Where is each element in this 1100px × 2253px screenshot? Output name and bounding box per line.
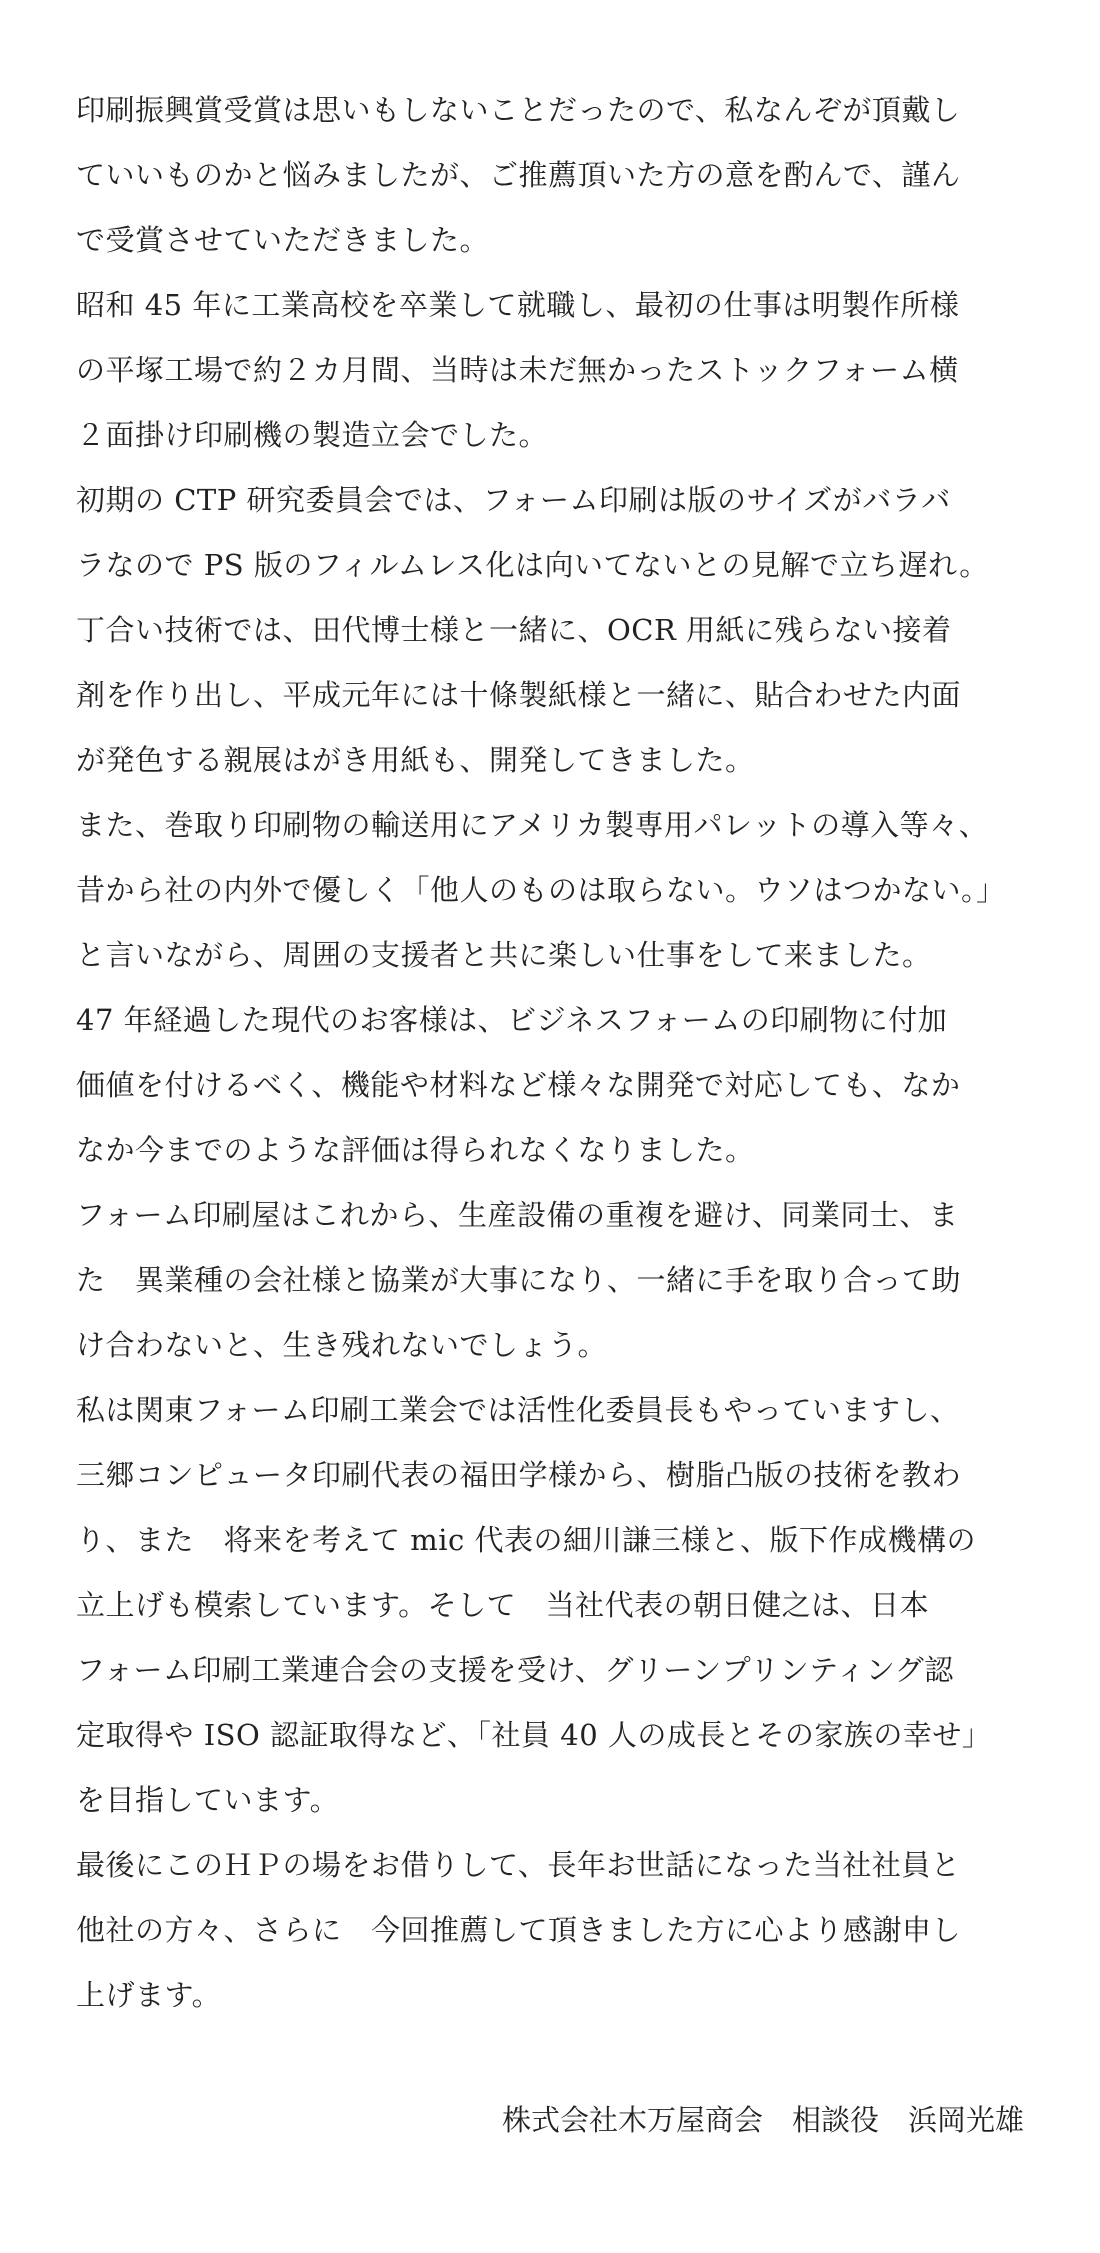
text-line: 立上げも模索しています。そして 当社代表の朝日健之は、日本 (76, 1588, 930, 1622)
text-line: 価値を付けるべく、機能や材料など様々な開発で対応しても、なか (76, 1068, 961, 1102)
text-line: 初期の CTP 研究委員会では、フォーム印刷は版のサイズがバラバ (76, 483, 951, 517)
text-line: なか今までのような評価は得られなくなりました。 (76, 1133, 755, 1167)
text-line: ラなので PS 版のフィルムレス化は向いてないとの見解で立ち遅れ。 (76, 548, 989, 582)
text-line: た 異業種の会社様と協業が大事になり、一緒に手を取り合って助 (76, 1263, 962, 1297)
text-line: 剤を作り出し、平成元年には十條製紙様と一緒に、貼合わせた内面 (76, 678, 962, 712)
text-line: 47 年経過した現代のお客様は、ビジネスフォームの印刷物に付加 (76, 1003, 948, 1037)
text-line: 定取得や ISO 認証取得など、「社員 40 人の成長とその家族の幸せ」 (76, 1718, 992, 1752)
text-line: フォーム印刷工業連合会の支援を受け、グリーンプリンティング認 (76, 1653, 954, 1687)
text-line: ていいものかと悩みましたが、ご推薦頂いた方の意を酌んで、謹ん (76, 158, 961, 192)
text-line: 印刷振興賞受賞は思いもしないことだったので、私なんぞが頂戴し (76, 93, 961, 127)
text-line: り、また 将来を考えて mic 代表の細川謙三様と、版下作成機構の (76, 1523, 976, 1557)
document-body (76, 78, 1036, 2028)
text-line: 三郷コンピュータ印刷代表の福田学様から、樹脂凸版の技術を教わ (76, 1458, 962, 1492)
text-line: フォーム印刷屋はこれから、生産設備の重複を避け、同業同士、ま (76, 1198, 959, 1232)
text-line: の平塚工場で約２カ月間、当時は未だ無かったストックフォーム横 (76, 353, 959, 387)
text-line: 他社の方々、さらに 今回推薦して頂きました方に心より感謝申し (76, 1913, 962, 1947)
text-line: を目指しています。 (76, 1783, 340, 1817)
text-line: け合わないと、生き残れないでしょう。 (76, 1328, 608, 1362)
text-line: 最後にこのＨＰの場をお借りして、長年お世話になった当社社員と (76, 1848, 961, 1882)
text-line: と言いながら、周囲の支援者と共に楽しい仕事をして来ました。 (76, 938, 932, 972)
text-line: 私は関東フォーム印刷工業会では活性化委員長もやっていますし、 (76, 1393, 960, 1427)
text-line: また、巻取り印刷物の輸送用にアメリカ製専用パレットの導入等々、 (76, 808, 989, 842)
text-line: 上げます。 (76, 1978, 222, 2012)
signature: 株式会社木万屋商会 相談役 浜岡光雄 (501, 2103, 1024, 2137)
text-line: 昭和 45 年に工業高校を卒業して就職し、最初の仕事は明製作所様 (76, 288, 960, 322)
text-line: が発色する親展はがき用紙も、開発してきました。 (76, 743, 755, 777)
text-line: 丁合い技術では、田代博士様と一緒に、OCR 用紙に残らない接着 (76, 613, 952, 647)
text-line: で受賞させていただきました。 (76, 223, 490, 257)
text-line: ２面掛け印刷機の製造立会でした。 (76, 418, 549, 452)
text-line: 昔から社の内外で優しく「他人のものは取らない。ウソはつかない。」 (76, 873, 1006, 907)
